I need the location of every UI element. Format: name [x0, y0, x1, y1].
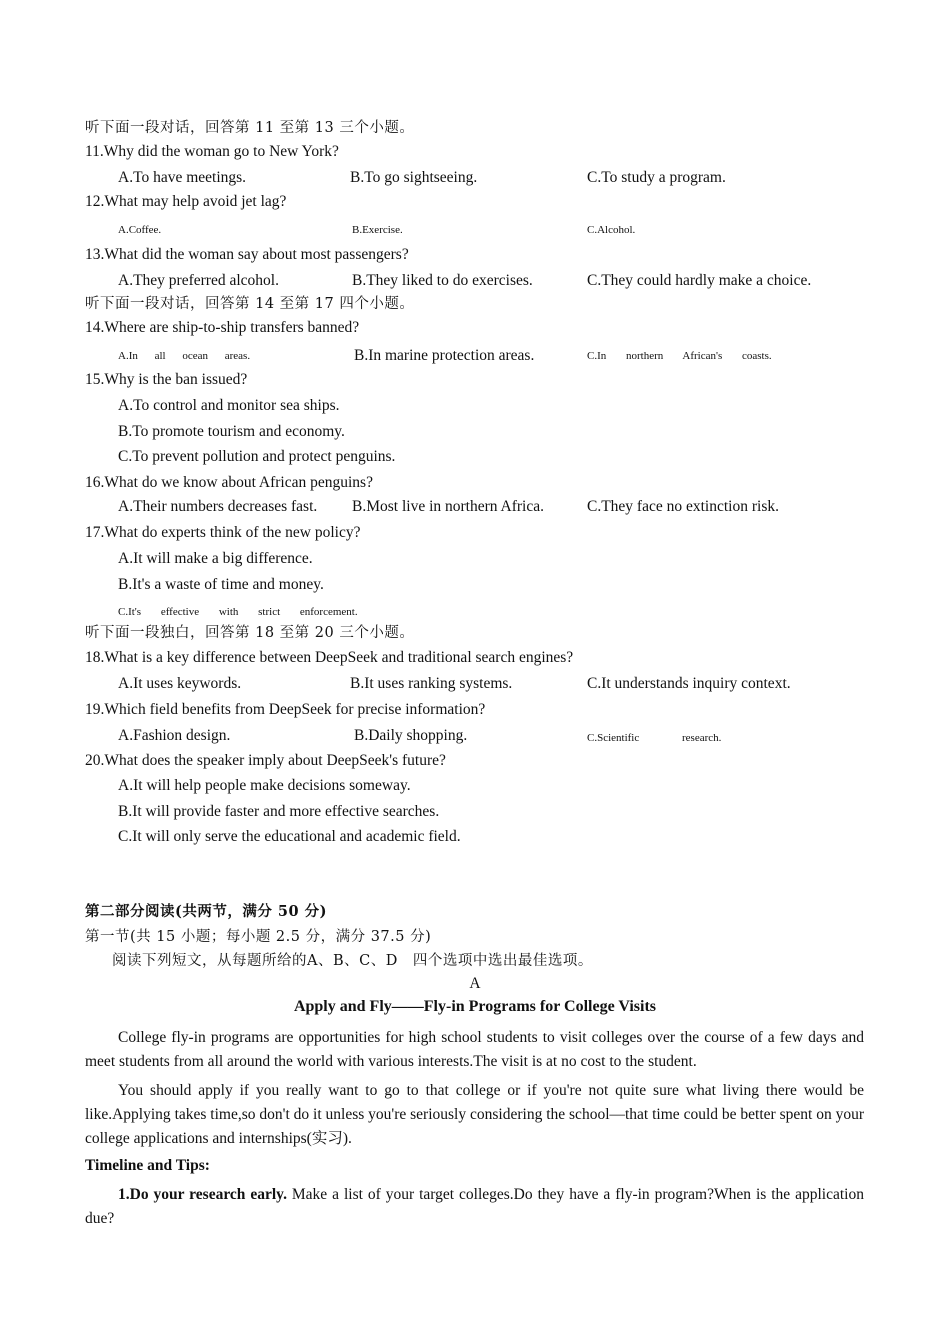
- question-17-option-a: A.It will make a big difference.: [118, 550, 313, 567]
- question-14-option-b: B.In marine protection areas.: [354, 347, 535, 364]
- question-18-option-c: C.It understands inquiry context.: [587, 675, 791, 692]
- question-19-option-a: A.Fashion design.: [118, 727, 231, 744]
- question-15-option-c: C.To prevent pollution and protect penguins.: [118, 448, 396, 465]
- question-12-option-c: C.Alcohol.: [587, 224, 636, 236]
- reading-instruction: 阅读下列短文，从每题所给的A、B、C、D 四个选项中选出最佳选项。: [112, 953, 593, 969]
- section-intro-18-20: 听下面一段独白，回答第 18 至第 20 三个小题。: [85, 625, 415, 641]
- question-13-stem: 13.What did the woman say about most passengers?: [85, 246, 409, 263]
- question-11-option-b: B.To go sightseeing.: [350, 169, 478, 186]
- question-15-stem: 15.Why is the ban issued?: [85, 371, 248, 388]
- question-15-option-b: B.To promote tourism and economy.: [118, 423, 345, 440]
- reading-section-title: 第一节(共 15 小题；每小题 2.5 分，满分 37.5 分): [85, 929, 432, 945]
- question-20-option-c: C.It will only serve the educational and academic field.: [118, 828, 461, 845]
- question-20-stem: 20.What does the speaker imply about DeepSeek's future?: [85, 752, 446, 769]
- section-intro-14-17: 听下面一段对话，回答第 14 至第 17 四个小题。: [85, 296, 415, 312]
- question-14-stem: 14.Where are ship-to-ship transfers banned?: [85, 319, 360, 336]
- question-19-option-b: B.Daily shopping.: [354, 727, 468, 744]
- question-20-option-b: B.It will provide faster and more effective searches.: [118, 803, 440, 820]
- question-14-option-c: C.In northern African's coasts.: [587, 350, 772, 362]
- question-16-stem: 16.What do we know about African penguins?: [85, 474, 373, 491]
- question-12-option-b: B.Exercise.: [352, 224, 403, 236]
- question-16-option-b: B.Most live in northern Africa.: [352, 498, 544, 515]
- tip-1-lead: 1.Do your research early.: [118, 1186, 287, 1203]
- question-17-option-b: B.It's a waste of time and money.: [118, 576, 324, 593]
- question-18-stem: 18.What is a key difference between DeepSeek and traditional search engines?: [85, 649, 574, 666]
- question-13-option-a: A.They preferred alcohol.: [118, 272, 279, 289]
- passage-paragraph-1: College fly-in programs are opportunities for high school students to visit colleges over the course of a few days and meet students from all around the world with various interests.The visit is at no cost to the student.: [85, 1029, 864, 1070]
- question-18-option-b: B.It uses ranking systems.: [350, 675, 513, 692]
- question-17-option-c: C.It's effective with strict enforcement.: [118, 606, 358, 618]
- question-19-option-c: C.Scientific research.: [587, 732, 722, 744]
- passage-letter: A: [469, 975, 481, 992]
- timeline-heading: Timeline and Tips:: [85, 1157, 210, 1174]
- tip-1-paragraph: [85, 1183, 864, 1231]
- question-12-option-a: A.Coffee.: [118, 224, 162, 236]
- question-13-option-c: C.They could hardly make a choice.: [587, 272, 812, 289]
- section-intro-11-13: 听下面一段对话，回答第 11 至第 13 三个小题。: [85, 120, 415, 136]
- passage-title: Apply and Fly——Fly-in Programs for College Visits: [293, 998, 657, 1015]
- question-11-option-a: A.To have meetings.: [118, 169, 247, 186]
- question-11-stem: 11.Why did the woman go to New York?: [85, 143, 339, 160]
- question-16-option-c: C.They face no extinction risk.: [587, 498, 779, 515]
- question-11-option-c: C.To study a program.: [587, 169, 726, 186]
- question-17-stem: 17.What do experts think of the new policy?: [85, 524, 361, 541]
- question-14-option-a: A.In all ocean areas.: [118, 350, 251, 362]
- passage-paragraph-2: You should apply if you really want to go to that college or if you're not quite sure what living there would be like.Applying takes time,so don't do it unless you're seriously considering the school—that time could be better spent on your college applications and internships(实习).: [85, 1082, 864, 1147]
- question-12-stem: 12.What may help avoid jet lag?: [85, 193, 287, 210]
- question-13-option-b: B.They liked to do exercises.: [352, 272, 533, 289]
- question-15-option-a: A.To control and monitor sea ships.: [118, 397, 340, 414]
- reading-part-title: 第二部分阅读(共两节，满分 50 分): [85, 903, 327, 920]
- question-19-stem: 19.Which field benefits from DeepSeek for precise information?: [85, 701, 486, 718]
- question-20-option-a: A.It will help people make decisions someway.: [118, 777, 411, 794]
- question-16-option-a: A.Their numbers decreases fast.: [118, 498, 318, 515]
- question-18-option-a: A.It uses keywords.: [118, 675, 242, 692]
- tip-1-text: Make a list of your target colleges.Do they have a fly-in program?When is the application due?: [85, 1186, 864, 1227]
